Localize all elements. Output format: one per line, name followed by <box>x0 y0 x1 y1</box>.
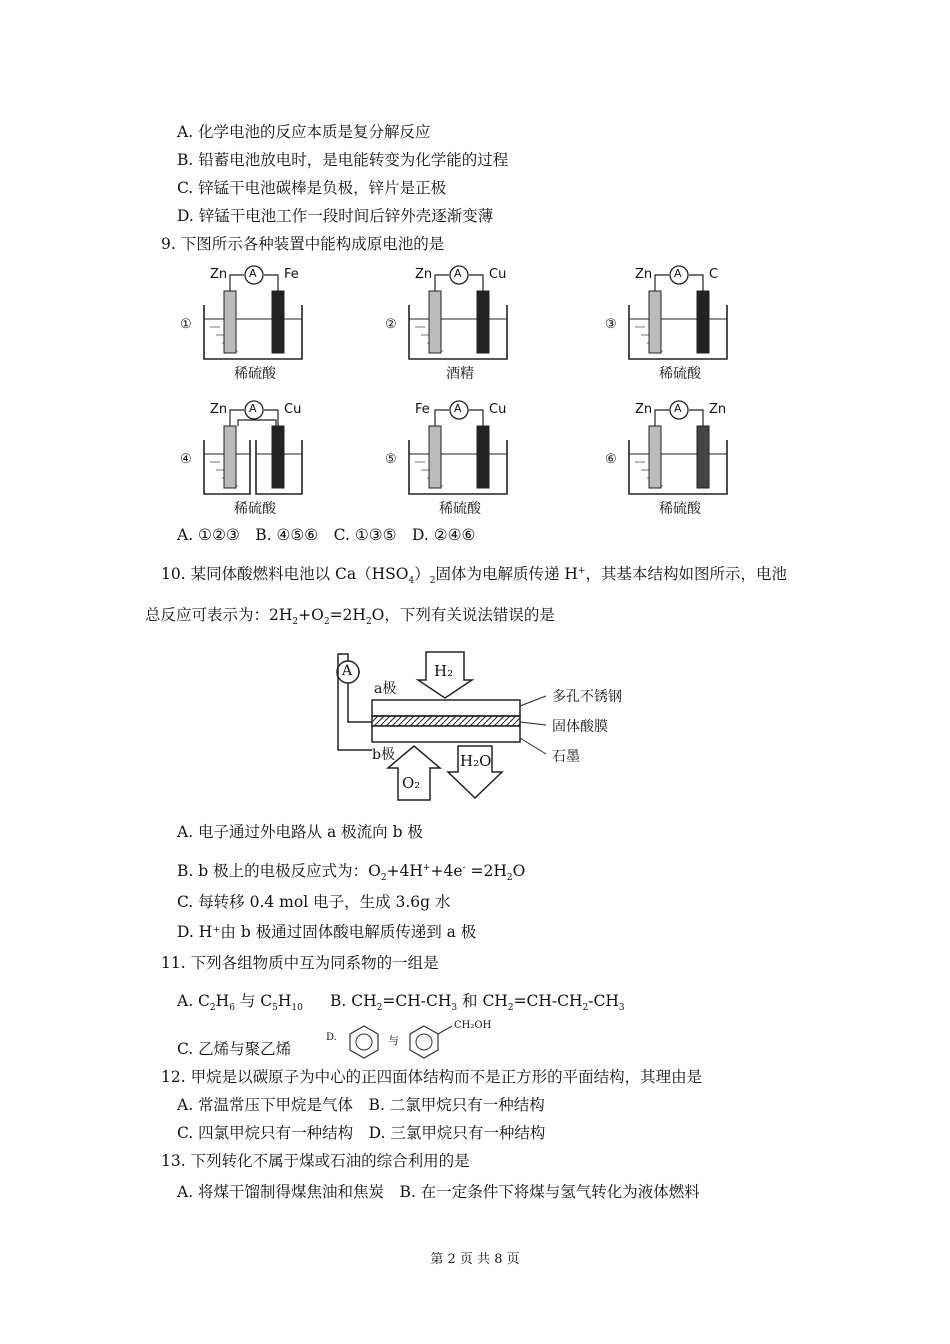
q11-option-c: C. 乙烯与聚乙烯 <box>177 1040 292 1058</box>
left-electrode-label: Zn <box>635 402 653 417</box>
cell-number: ③ <box>605 317 617 332</box>
left-electrode-label: Zn <box>210 402 228 417</box>
solution-label: 稀硫酸 <box>234 366 276 382</box>
q10-option-d: D. H⁺由 b 极通过固体酸电解质传递到 a 极 <box>177 923 477 941</box>
page-footer: 第 2 页 共 8 页 <box>430 1252 520 1267</box>
right-electrode-label: Cu <box>489 402 507 417</box>
q10-stem-line2: 总反应可表示为：$2H_2+O_2=2H_2O$，下列有关说法错误的是 <box>145 606 555 628</box>
solution-label: 稀硫酸 <box>234 501 276 517</box>
q10-option-b: B. b 极上的电极反应式为：$O_2+4H^++4e^- =2H_2O$ <box>177 862 526 884</box>
right-electrode-label: Cu <box>284 402 302 417</box>
solution-label: 稀硫酸 <box>439 501 481 517</box>
q8-option-b: B. 铅蓄电池放电时，是电能转变为化学能的过程 <box>177 151 509 169</box>
q11-option-d <box>326 1020 506 1062</box>
q9-options: A. ①②③ B. ④⑤⑥ C. ①③⑤ D. ②④⑥ <box>177 526 476 544</box>
q10-stem: 10. 某同体酸燃料电池以 $Ca(HSO_4)_2$固体为电解质传递 H+，其基本结构如图所示，电池 <box>161 565 787 587</box>
q13-stem: 13. 下列转化不属于煤或石油的综合利用的是 <box>161 1152 470 1170</box>
q13-options-ab: A. 将煤干馏制得煤焦油和焦炭 B. 在一定条件下将煤与氢气转化为液体燃料 <box>177 1183 700 1201</box>
ammeter-label: A <box>249 267 257 280</box>
q9-cell-4 <box>180 400 330 525</box>
a-pole-label: a极 <box>374 681 397 697</box>
ammeter-label: A <box>674 402 682 415</box>
q12-options-cd: C. 四氯甲烷只有一种结构 D. 三氯甲烷只有一种结构 <box>177 1124 546 1142</box>
left-electrode-label: Fe <box>415 402 430 417</box>
q9-cell-2 <box>385 265 535 390</box>
ch2oh-label: CH₂OH <box>454 1020 492 1031</box>
emphasis-wrong: 错误 <box>492 606 524 624</box>
q11-option-a: A. $C_2H_6$ 与 $C_5H_{10}$ <box>177 992 303 1014</box>
right-electrode-label: Fe <box>284 267 299 282</box>
h2-label: H₂ <box>434 662 454 680</box>
emphasis-not-belong: 不属于 <box>252 1152 300 1170</box>
ammeter-label: A <box>674 267 682 280</box>
q10-option-c: C. 每转移 0.4 mol 电子，生成 3.6g 水 <box>177 893 451 911</box>
ammeter-label: A <box>454 402 462 415</box>
cell-number: ⑤ <box>385 452 397 467</box>
porous-steel-label: 多孔不锈钢 <box>552 689 622 705</box>
right-electrode-label: Cu <box>489 267 507 282</box>
q11-option-d-with: 与 <box>388 1034 399 1047</box>
q11-option-d-label: D. <box>326 1032 337 1043</box>
ammeter-label: A <box>249 402 257 415</box>
q9-cell-3 <box>605 265 755 390</box>
q12-options-ab: A. 常温常压下甲烷是气体 B. 二氯甲烷只有一种结构 <box>177 1096 545 1114</box>
q9-stem: 9. 下图所示各种装置中能构成原电池的是 <box>161 235 445 253</box>
fuel-cell-diagram <box>330 650 650 810</box>
o2-label: O₂ <box>402 774 421 792</box>
right-electrode-label: Zn <box>709 402 727 417</box>
q10-option-a: A. 电子通过外电路从 a 极流向 b 极 <box>177 823 423 841</box>
q11-stem: 11. 下列各组物质中互为同系物的一组是 <box>161 954 439 972</box>
right-electrode-label: C <box>709 267 719 282</box>
solution-label: 酒精 <box>446 366 474 382</box>
graphite-label: 石墨 <box>552 749 580 765</box>
q9-cell-6 <box>605 400 755 525</box>
left-electrode-label: Zn <box>635 267 653 282</box>
ammeter-label: A <box>454 267 462 280</box>
solid-acid-membrane-label: 固体酸膜 <box>552 719 608 735</box>
ammeter-label: A <box>342 663 353 679</box>
q12-stem: 12. 甲烷是以碳原子为中心的正四面体结构而不是正方形的平面结构，其理由是 <box>161 1068 703 1086</box>
cell-number: ① <box>180 317 192 332</box>
b-pole-label: b极 <box>372 747 395 763</box>
cell-number: ② <box>385 317 397 332</box>
cell-number: ⑥ <box>605 452 617 467</box>
q11-option-b: B. $CH_2=CH-CH_3$ 和 $CH_2=CH-CH_2-CH_3$ <box>330 992 625 1014</box>
q9-cell-1 <box>180 265 330 390</box>
left-electrode-label: Zn <box>415 267 433 282</box>
q9-cell-5 <box>385 400 535 525</box>
cell-number: ④ <box>180 452 192 467</box>
h2o-label: H₂O <box>460 752 492 770</box>
q8-option-d: D. 锌锰干电池工作一段时间后锌外壳逐渐变薄 <box>177 207 494 225</box>
q8-option-a: A. 化学电池的反应本质是复分解反应 <box>177 123 431 141</box>
solution-label: 稀硫酸 <box>659 501 701 517</box>
left-electrode-label: Zn <box>210 267 228 282</box>
solution-label: 稀硫酸 <box>659 366 701 382</box>
q8-option-c: C. 锌锰干电池碳棒是负极，锌片是正极 <box>177 179 447 197</box>
